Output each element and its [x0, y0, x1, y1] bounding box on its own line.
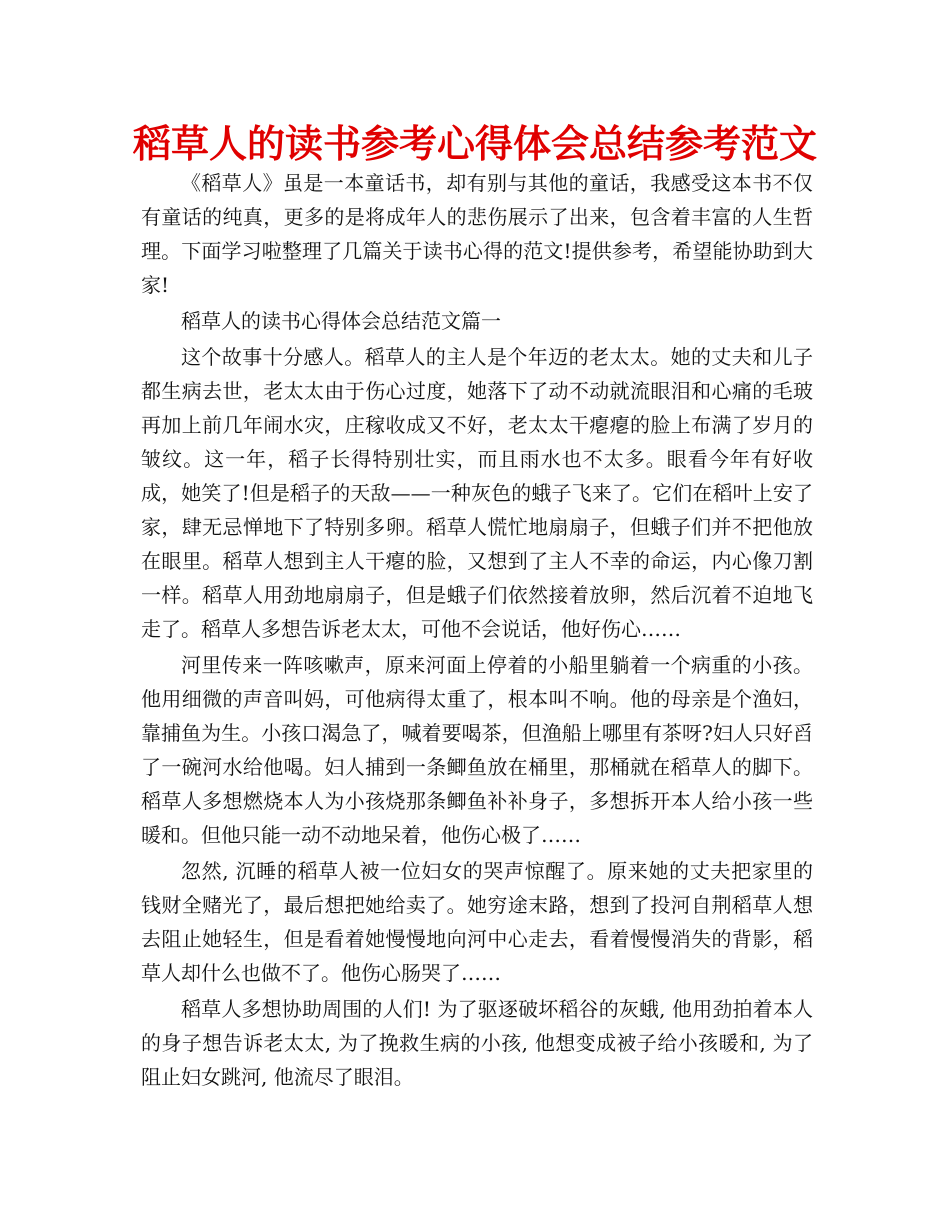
document-title: 稻草人的读书参考心得体会总结参考范文 [132, 122, 817, 166]
document-body [141, 166, 813, 1094]
body-paragraph: 忽然, 沉睡的稻草人被一位妇女的哭声惊醒了。原来她的丈夫把家里的钱财全赌光了，最后想把她给卖了。她穷途末路，想到了投河自荆稻草人想去阻止她轻生，但是看着她慢慢地向河中心走去，看着慢慢消失的背影，稻草人却什么也做不了。他伤心肠哭了…… [141, 859, 813, 985]
body-paragraph: 河里传来一阵咳嗽声，原来河面上停着的小船里躺着一个病重的小孩。他用细微的声音叫妈，可他病得太重了，根本叫不响。他的母亲是个渔妇，靠捕鱼为生。小孩口渴急了，喊着要喝茶，但渔船上哪里有茶呀?妇人只好舀了一碗河水给他喝。妇人捕到一条鲫鱼放在桶里，那桶就在稻草人的脚下。稻草人多想燃烧本人为小孩烧那条鲫鱼补补身子，多想拆开本人给小孩一些暖和。但他只能一动不动地呆着，他伤心极了…… [141, 653, 813, 847]
intro-paragraph: 《稻草人》虽是一本童话书，却有别与其他的童话，我感受这本书不仅有童话的纯真，更多的是将成年人的悲伤展示了出来，包含着丰富的人生哲理。下面学习啦整理了几篇关于读书心得的范文!提供参考，希望能协助到大家! [141, 171, 813, 297]
body-paragraph: 这个故事十分感人。稻草人的主人是个年迈的老太太。她的丈夫和儿子都生病去世，老太太由于伤心过度，她落下了动不动就流眼泪和心痛的毛玻再加上前几年闹水灾，庄稼收成又不好，老太太干瘪瘪的脸上布满了岁月的皱纹。这一年，稻子长得特别壮实，而且雨水也不太多。眼看今年有好收成，她笑了!但是稻子的天敌——一种灰色的蛾子飞来了。它们在稻叶上安了家，肆无忌惮地下了特别多卵。稻草人慌忙地扇扇子，但蛾子们并不把他放在眼里。稻草人想到主人干瘪的脸，又想到了主人不幸的命运，内心像刀割一样。稻草人用劲地扇扇子，但是蛾子们依然接着放卵，然后沉着不迫地飞走了。稻草人多想告诉老太太，可他不会说话，他好伤心…… [141, 345, 813, 641]
section-heading: 稻草人的读书心得体会总结范文篇一 [181, 309, 501, 333]
body-paragraph: 稻草人多想协助周围的人们! 为了驱逐破坏稻谷的灰蛾, 他用劲拍着本人的身子想告诉老太太, 为了挽救生病的小孩, 他想变成被子给小孩暖和, 为了阻止妇女跳河, 他流尽了眼泪。 [141, 997, 813, 1089]
